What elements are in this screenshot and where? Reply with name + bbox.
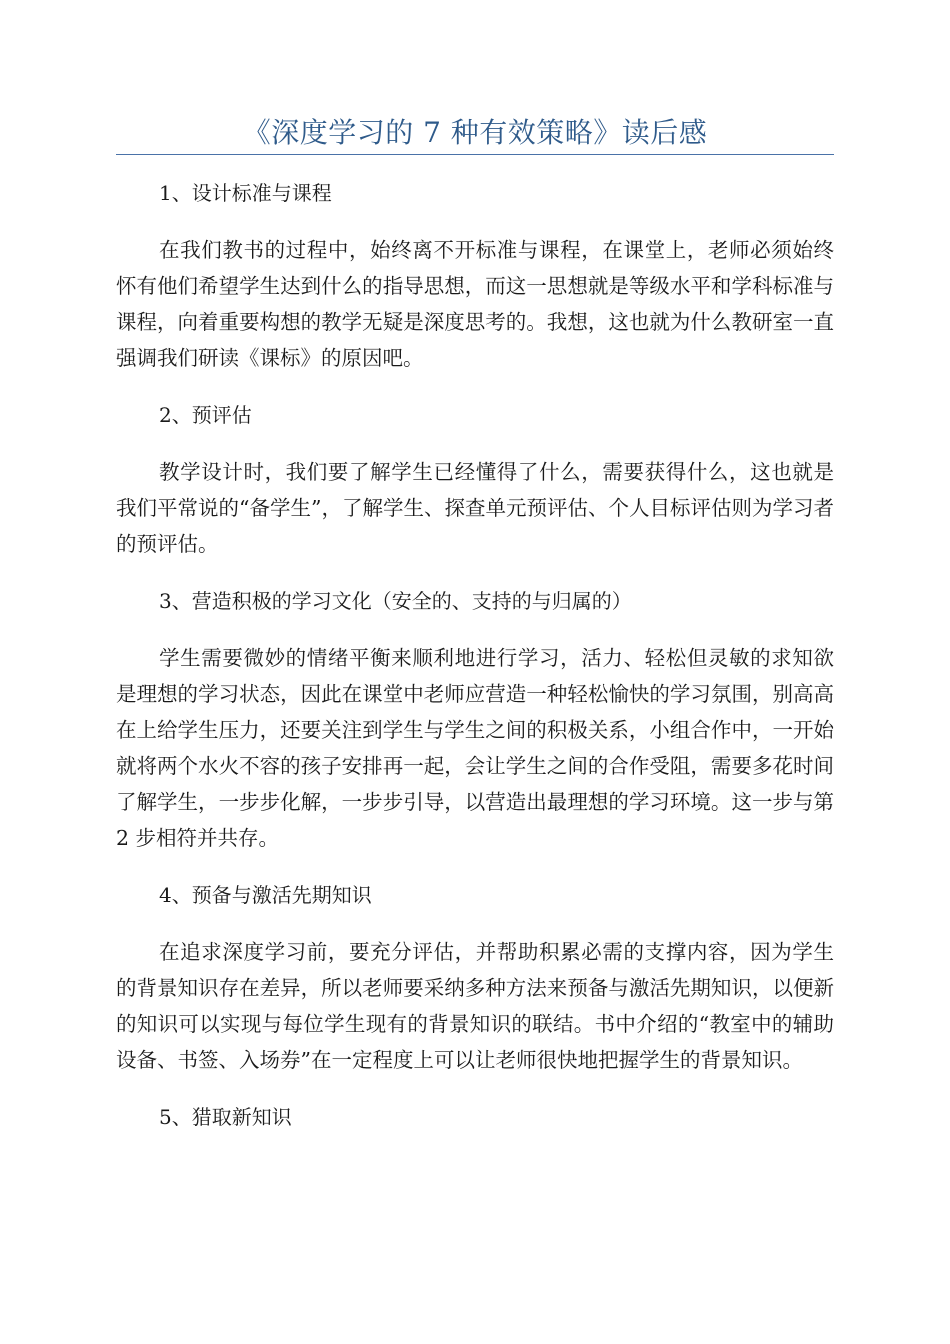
section-paragraph-2: 教学设计时，我们要了解学生已经懂得了什么，需要获得什么，这也就是我们平常说的“备学生”，了解学生、探查单元预评估、个人目标评估则为学习者的预评估。: [116, 460, 834, 556]
section-paragraph-1: 在我们教书的过程中，始终离不开标准与课程，在课堂上，老师必须始终怀有他们希望学生达到什么的指导思想，而这一思想就是等级水平和学科标准与课程，向着重要构想的教学无疑是深度思考的。我想，这也就为什么教研室一直强调我们研读《课标》的原因吧。: [116, 238, 834, 370]
section-heading-5: 5、猎取新知识: [159, 1105, 292, 1129]
section-paragraph-4: 在追求深度学习前，要充分评估，并帮助积累必需的支撑内容，因为学生的背景知识存在差异，所以老师要采纳多种方法来预备与激活先期知识，以便新的知识可以实现与每位学生现有的背景知识的联结。书中介绍的“教室中的辅助设备、书签、入场券”在一定程度上可以让老师很快地把握学生的背景知识。: [116, 940, 834, 1072]
title-underline: [116, 154, 834, 155]
document-body: [116, 174, 834, 1156]
section-paragraph-3: 学生需要微妙的情绪平衡来顺利地进行学习，活力、轻松但灵敏的求知欲是理想的学习状态，因此在课堂中老师应营造一种轻松愉快的学习氛围，别高高在上给学生压力，还要关注到学生与学生之间的积极关系，小组合作中，一开始就将两个水火不容的孩子安排再一起，会让学生之间的合作受阻，需要多花时间了解学生，一步步化解，一步步引导，以营造出最理想的学习环境。这一步与第 2 步相符并共存。: [116, 646, 834, 850]
section-heading-1: 1、设计标准与课程: [159, 181, 332, 205]
document-title: 《深度学习的 7 种有效策略》读后感: [242, 116, 708, 149]
section-heading-3: 3、营造积极的学习文化（安全的、支持的与归属的）: [159, 589, 632, 613]
section-heading-4: 4、预备与激活先期知识: [159, 883, 372, 907]
section-heading-2: 2、预评估: [159, 403, 252, 427]
